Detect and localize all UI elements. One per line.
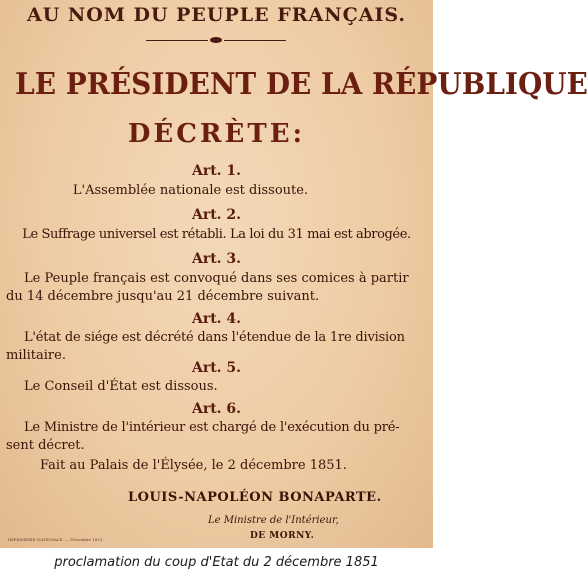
president-signature: LOUIS-NAPOLÉON BONAPARTE.	[128, 490, 382, 505]
poster-header: AU NOM DU PEUPLE FRANÇAIS.	[26, 4, 407, 26]
article-label: Art. 3.	[191, 251, 242, 267]
decrete-heading: DÉCRÈTE:	[127, 119, 306, 149]
poster-title: LE PRÉSIDENT DE LA RÉPUBLIQUE	[15, 67, 588, 102]
article-text: Le Conseil d'État est dissous.	[24, 379, 218, 394]
article-label: Art. 1.	[191, 163, 242, 179]
article-text: Le Peuple français est convoqué dans ses comices à partir	[24, 271, 409, 286]
ornamental-rule	[146, 39, 286, 42]
article-label: Art. 2.	[191, 207, 242, 223]
article-text: sent décret.	[6, 438, 85, 453]
article-text: militaire.	[6, 348, 66, 363]
article-text: L'état de siége est décrété dans l'étendue de la 1re division	[24, 330, 405, 345]
minister-name: DE MORNY.	[250, 531, 315, 541]
article-text: Le Ministre de l'intérieur est chargé de l'exécution du pré-	[24, 420, 400, 435]
article-text: Le Suffrage universel est rétabli. La loi du 31 mai est abrogée.	[22, 227, 411, 242]
article-text: L'Assemblée nationale est dissoute.	[72, 183, 309, 198]
article-label: Art. 4.	[191, 311, 242, 327]
article-text: du 14 décembre jusqu'au 21 décembre suivant.	[6, 289, 320, 304]
image-caption: proclamation du coup d'Etat du 2 décembre 1851	[0, 549, 433, 579]
printer-mark: IMPRIMERIE NATIONALE. — Décembre 1851.	[8, 537, 104, 542]
article-label: Art. 5.	[191, 360, 242, 376]
minister-title: Le Ministre de l'Intérieur,	[208, 515, 339, 526]
dated-at: Fait au Palais de l'Élysée, le 2 décembre 1851.	[40, 458, 347, 473]
article-label: Art. 6.	[191, 401, 242, 417]
